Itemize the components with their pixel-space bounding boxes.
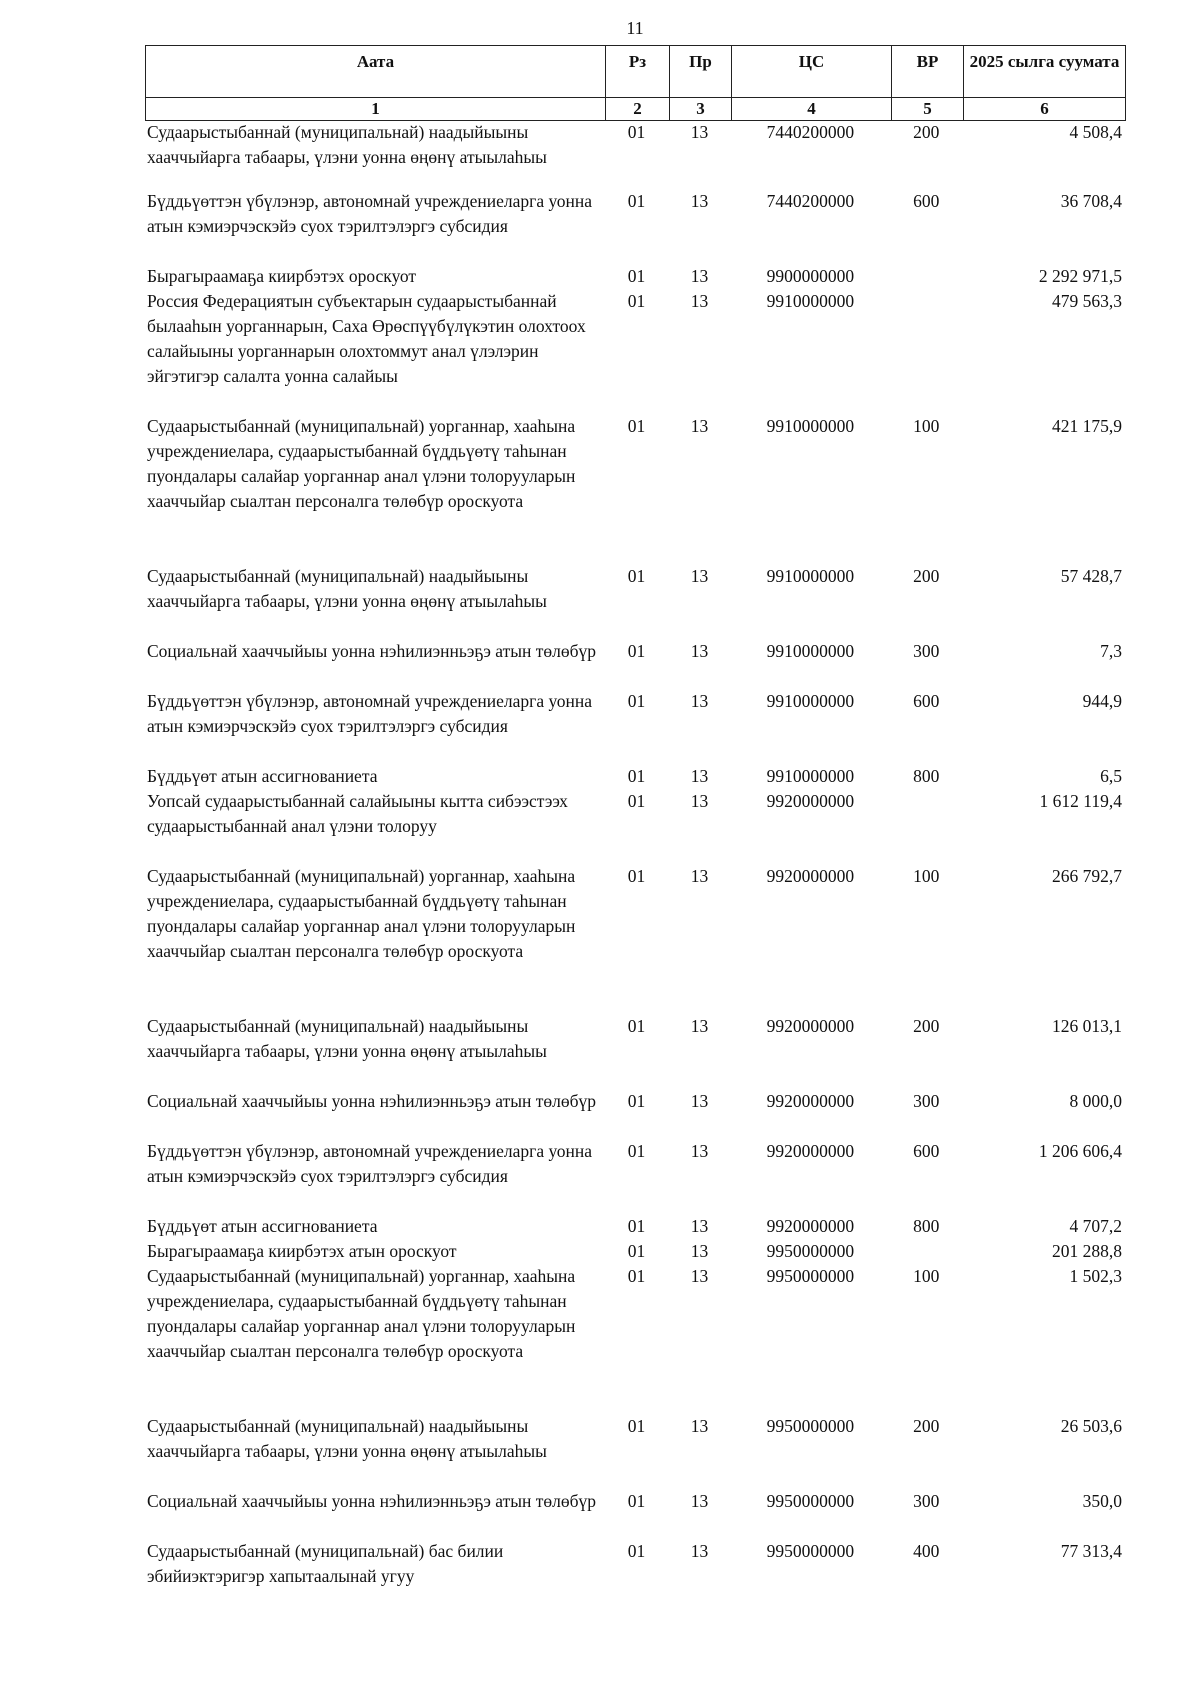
column-number: 1 (146, 98, 606, 121)
column-number: 6 (964, 98, 1126, 121)
table-row (145, 120, 1125, 189)
table-row (145, 789, 1125, 864)
row-vr: 600 (913, 1141, 940, 1161)
row-sum: 350,0 (1082, 1491, 1123, 1511)
table-header (145, 45, 1126, 121)
table-row (145, 1139, 1125, 1214)
table-body (145, 120, 1125, 1589)
row-rz: 01 (627, 191, 646, 211)
row-sum: 7,3 (1100, 641, 1123, 661)
table-row (145, 289, 1125, 414)
table-row (145, 1414, 1125, 1489)
row-cs: 9950000000 (766, 1491, 855, 1511)
row-sum: 1 206 606,4 (1038, 1141, 1123, 1161)
row-vr: 600 (913, 191, 940, 211)
row-rz: 01 (627, 1241, 646, 1261)
row-pr: 13 (690, 1541, 709, 1561)
row-vr: 800 (913, 766, 940, 786)
row-pr: 13 (690, 1416, 709, 1436)
row-name: Бүддьүөт атын ассигнованиета (147, 766, 378, 786)
row-cs: 9920000000 (766, 1016, 855, 1036)
row-sum: 479 563,3 (1052, 291, 1123, 311)
row-cs: 9950000000 (766, 1266, 855, 1286)
row-sum: 6,5 (1100, 766, 1123, 786)
row-vr: 600 (913, 691, 940, 711)
row-name: Бүддьүөттэн үбүлэнэр, автономнай учреждениеларга уонна атын кэмиэрчэскэйэ суох тэрилтэлэргэ субсидия (147, 191, 593, 236)
row-cs: 7440200000 (766, 122, 855, 142)
row-pr: 13 (690, 641, 709, 661)
row-name: Россия Федерациятын субъектарын судаарыстыбаннай былааһын уорганнарын, Саха Өрөспүүбүлүкэтин олохтоох салайыыны уорганнарын олохтоммут анал үлэлэрин эйгэтигэр салалта уонна салайыы (147, 291, 586, 386)
row-rz: 01 (627, 1091, 646, 1111)
row-vr: 200 (913, 122, 940, 142)
row-sum: 36 708,4 (1060, 191, 1123, 211)
row-rz: 01 (627, 291, 646, 311)
row-name: Бырагыраамаҕа киирбэтэх ороскуот (147, 266, 417, 286)
row-rz: 01 (627, 1541, 646, 1561)
row-pr: 13 (690, 1491, 709, 1511)
column-number: 3 (670, 98, 732, 121)
row-pr: 13 (690, 766, 709, 786)
row-cs: 9950000000 (766, 1416, 855, 1436)
row-rz: 01 (627, 1216, 646, 1236)
row-pr: 13 (690, 866, 709, 886)
column-number: 4 (732, 98, 892, 121)
row-pr: 13 (690, 1266, 709, 1286)
row-name: Судаарыстыбаннай (муниципальнай) наадыйыыны хааччыйарга табаары, үлэни уонна өңөнү атыылаһыы (147, 1016, 547, 1061)
row-rz: 01 (627, 122, 646, 142)
row-cs: 9920000000 (766, 791, 855, 811)
table-row (145, 1489, 1125, 1539)
row-name: Судаарыстыбаннай (муниципальнай) уорганнар, хааһына учреждениелара, судаарыстыбаннай бүддьүөтү таһынан пуондалары салайар уорганнар анал үлэни толорууларын хааччыйар сыалтан персоналга төлөбүр ороскуота (147, 866, 576, 961)
row-vr (890, 264, 962, 289)
column-number: 2 (606, 98, 670, 121)
row-sum: 57 428,7 (1060, 566, 1123, 586)
row-pr: 13 (690, 566, 709, 586)
row-pr: 13 (690, 291, 709, 311)
row-vr: 800 (913, 1216, 940, 1236)
table-row (145, 1214, 1125, 1239)
row-vr: 300 (913, 641, 940, 661)
row-cs: 9910000000 (766, 691, 855, 711)
row-sum: 4 508,4 (1069, 122, 1123, 142)
row-pr: 13 (690, 1016, 709, 1036)
row-name: Бүддьүөттэн үбүлэнэр, автономнай учреждениеларга уонна атын кэмиэрчэскэйэ суох тэрилтэлэргэ субсидия (147, 691, 593, 736)
row-cs: 9910000000 (766, 641, 855, 661)
row-cs: 9910000000 (766, 416, 855, 436)
row-name: Судаарыстыбаннай (муниципальнай) наадыйыыны хааччыйарга табаары, үлэни уонна өңөнү атыылаһыы (147, 566, 547, 611)
table-row (145, 1539, 1125, 1589)
row-vr: 300 (913, 1091, 940, 1111)
row-name: Уопсай судаарыстыбаннай салайыыны кытта сибээстээх судаарыстыбаннай анал үлэни толоруу (147, 791, 568, 836)
header-name: Аата (146, 46, 606, 98)
row-sum: 2 292 971,5 (1038, 266, 1123, 286)
table-row (145, 764, 1125, 789)
row-rz: 01 (627, 1491, 646, 1511)
row-vr: 100 (913, 1266, 940, 1286)
row-sum: 944,9 (1082, 691, 1123, 711)
row-rz: 01 (627, 791, 646, 811)
row-cs: 9900000000 (766, 266, 855, 286)
row-cs: 9920000000 (766, 866, 855, 886)
row-name: Бырагыраамаҕа киирбэтэх атын ороскуот (147, 1241, 457, 1261)
table-row (145, 689, 1125, 764)
row-vr: 200 (913, 1416, 940, 1436)
row-pr: 13 (690, 1091, 709, 1111)
table-row (145, 1014, 1125, 1089)
row-sum: 126 013,1 (1052, 1016, 1123, 1036)
row-vr (890, 289, 962, 414)
page-number: 11 (626, 18, 644, 38)
row-vr: 200 (913, 566, 940, 586)
row-pr: 13 (690, 416, 709, 436)
row-cs: 9950000000 (766, 1541, 855, 1561)
row-rz: 01 (627, 266, 646, 286)
row-pr: 13 (690, 791, 709, 811)
table-row (145, 564, 1125, 639)
header-vr: ВР (892, 46, 964, 98)
row-vr: 200 (913, 1016, 940, 1036)
row-rz: 01 (627, 691, 646, 711)
row-rz: 01 (627, 1266, 646, 1286)
row-sum: 1 502,3 (1069, 1266, 1123, 1286)
row-sum: 8 000,0 (1069, 1091, 1123, 1111)
table-row (145, 639, 1125, 689)
row-rz: 01 (627, 1141, 646, 1161)
row-name: Судаарыстыбаннай (муниципальнай) бас билии эбийиэктэригэр хапытаалынай угуу (147, 1541, 504, 1586)
row-sum: 77 313,4 (1060, 1541, 1123, 1561)
row-cs: 9950000000 (766, 1241, 855, 1261)
row-sum: 4 707,2 (1069, 1216, 1123, 1236)
row-rz: 01 (627, 641, 646, 661)
row-rz: 01 (627, 1016, 646, 1036)
header-pr: Пр (670, 46, 732, 98)
row-sum: 1 612 119,4 (1039, 791, 1123, 811)
row-rz: 01 (627, 1416, 646, 1436)
row-cs: 7440200000 (766, 191, 855, 211)
table-row (145, 1239, 1125, 1264)
table-row (145, 264, 1125, 289)
row-pr: 13 (690, 1216, 709, 1236)
table-row (145, 189, 1125, 264)
row-vr: 400 (913, 1541, 940, 1561)
row-name: Социальнай хааччыйыы уонна нэһилиэнньэҕэ атын төлөбүр (147, 1091, 597, 1111)
row-cs: 9910000000 (766, 766, 855, 786)
row-pr: 13 (690, 266, 709, 286)
column-number: 5 (892, 98, 964, 121)
table-row (145, 1089, 1125, 1139)
row-vr: 100 (913, 866, 940, 886)
table-row (145, 1264, 1125, 1414)
row-pr: 13 (690, 191, 709, 211)
row-cs: 9910000000 (766, 291, 855, 311)
row-cs: 9920000000 (766, 1091, 855, 1111)
row-sum: 421 175,9 (1052, 416, 1123, 436)
row-rz: 01 (627, 866, 646, 886)
row-pr: 13 (690, 122, 709, 142)
row-sum: 26 503,6 (1060, 1416, 1123, 1436)
row-pr: 13 (690, 1141, 709, 1161)
row-vr: 100 (913, 416, 940, 436)
row-name: Бүддьүөт атын ассигнованиета (147, 1216, 378, 1236)
row-sum: 201 288,8 (1052, 1241, 1123, 1261)
row-pr: 13 (690, 1241, 709, 1261)
row-vr (890, 1239, 962, 1264)
row-vr: 300 (913, 1491, 940, 1511)
row-sum: 266 792,7 (1052, 866, 1123, 886)
row-cs: 9910000000 (766, 566, 855, 586)
row-cs: 9920000000 (766, 1141, 855, 1161)
row-name: Социальнай хааччыйыы уонна нэһилиэнньэҕэ атын төлөбүр (147, 641, 597, 661)
row-cs: 9920000000 (766, 1216, 855, 1236)
table-row (145, 864, 1125, 1014)
row-name: Судаарыстыбаннай (муниципальнай) уорганнар, хааһына учреждениелара, судаарыстыбаннай бүддьүөтү таһынан пуондалары салайар уорганнар анал үлэни толорууларын хааччыйар сыалтан персоналга төлөбүр ороскуота (147, 416, 576, 511)
row-name: Судаарыстыбаннай (муниципальнай) уорганнар, хааһына учреждениелара, судаарыстыбаннай бүддьүөтү таһынан пуондалары салайар уорганнар анал үлэни толорууларын хааччыйар сыалтан персоналга төлөбүр ороскуота (147, 1266, 576, 1361)
row-pr: 13 (690, 691, 709, 711)
header-cs: ЦС (732, 46, 892, 98)
row-name: Бүддьүөттэн үбүлэнэр, автономнай учреждениеларга уонна атын кэмиэрчэскэйэ суох тэрилтэлэргэ субсидия (147, 1141, 593, 1186)
header-rz: Рз (606, 46, 670, 98)
row-name: Судаарыстыбаннай (муниципальнай) наадыйыыны хааччыйарга табаары, үлэни уонна өңөнү атыылаһыы (147, 1416, 547, 1461)
row-name: Судаарыстыбаннай (муниципальнай) наадыйыыны хааччыйарга табаары, үлэни уонна өңөнү атыылаһыы (147, 122, 547, 167)
row-rz: 01 (627, 566, 646, 586)
row-rz: 01 (627, 766, 646, 786)
row-name: Социальнай хааччыйыы уонна нэһилиэнньэҕэ атын төлөбүр (147, 1491, 597, 1511)
row-rz: 01 (627, 416, 646, 436)
header-sum: 2025 сылга суумата (964, 46, 1126, 98)
table-row (145, 414, 1125, 564)
row-vr (890, 789, 962, 864)
